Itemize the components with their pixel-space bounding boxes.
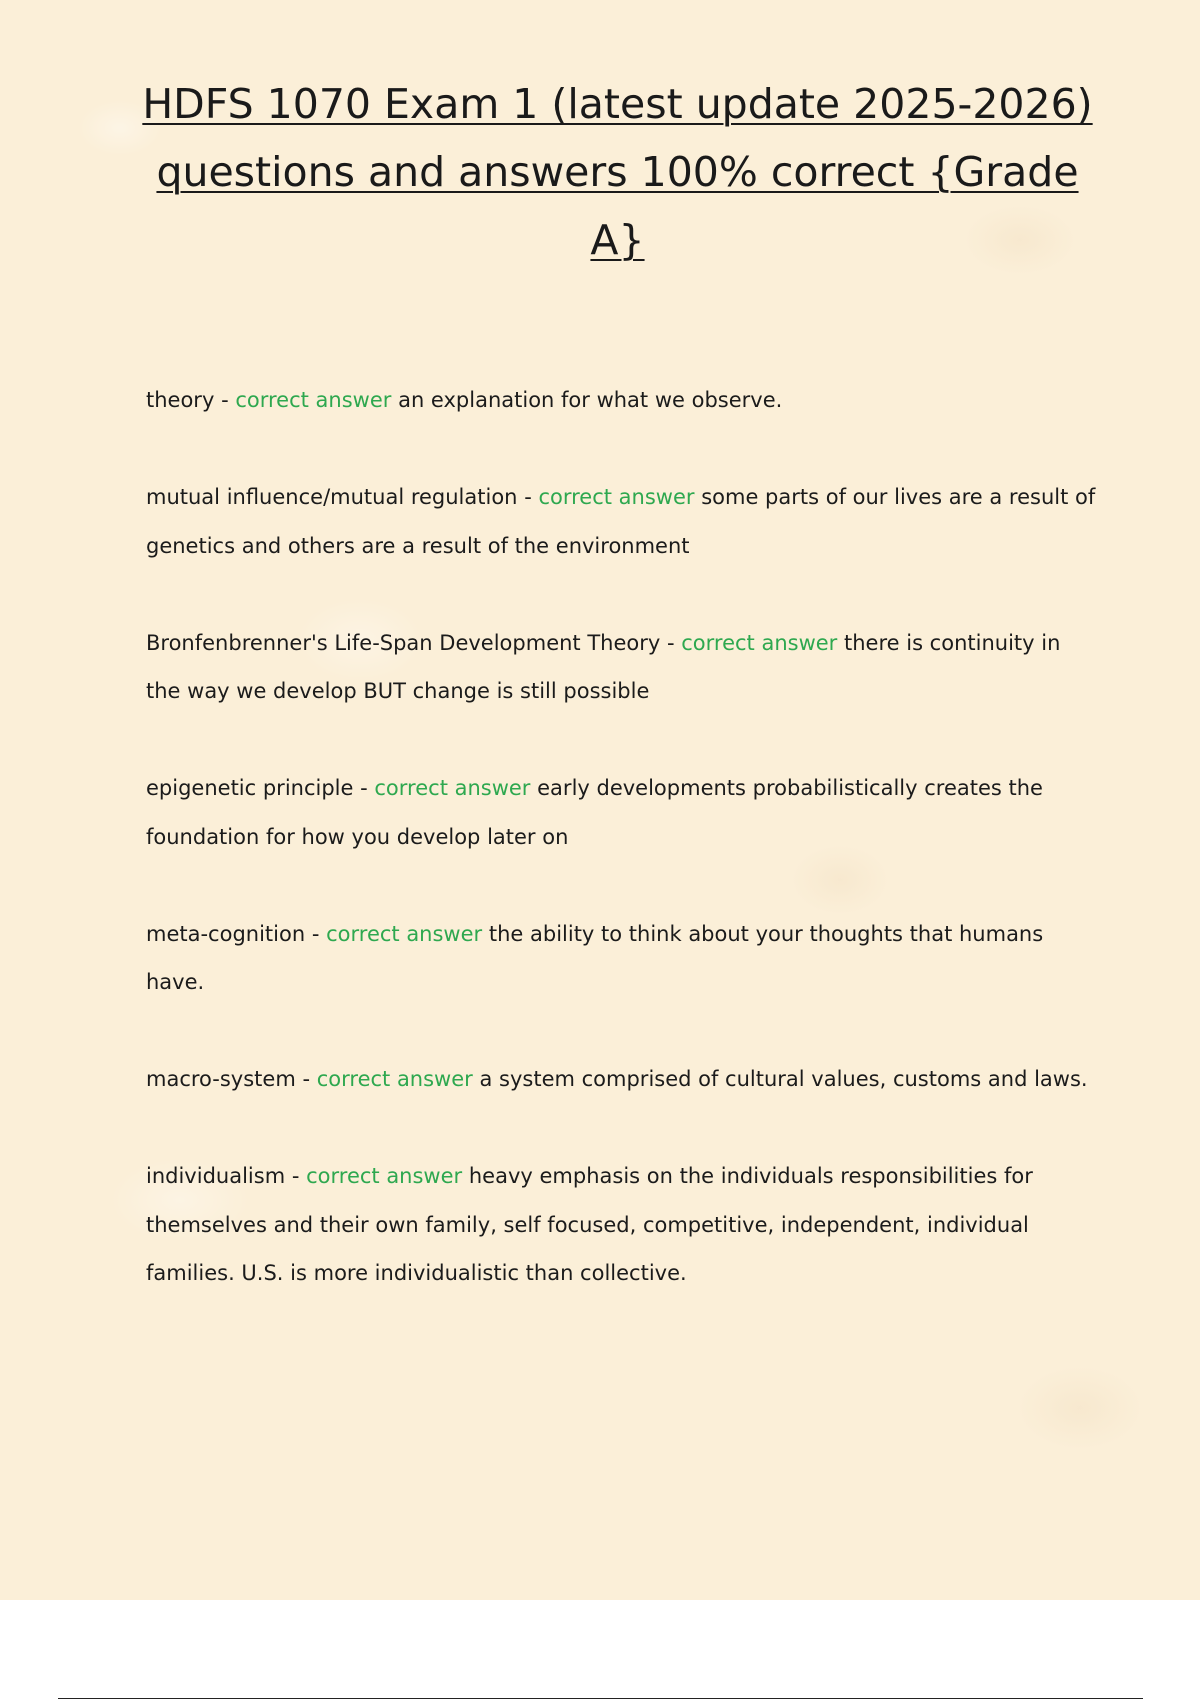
qa-separator: - <box>302 1067 311 1091</box>
qa-item-bronfenbrenner <box>146 619 1096 716</box>
correct-answer-label: correct answer <box>681 630 838 655</box>
qa-term: Bronfenbrenner's Life-Span Development Theory <box>146 630 661 655</box>
qa-term: epigenetic principle <box>146 776 354 800</box>
qa-item-theory <box>146 376 1096 425</box>
qa-term: individualism <box>146 1164 286 1188</box>
qa-separator: - <box>666 630 675 655</box>
qa-separator: - <box>524 485 532 509</box>
qa-term: mutual influence/mutual regulation <box>146 485 518 509</box>
document-title: HDFS 1070 Exam 1 (latest update 2025-2026) questions and answers 100% correct {Grade A} <box>142 80 1093 264</box>
qa-term: theory <box>146 388 215 412</box>
qa-separator: - <box>360 776 368 800</box>
qa-definition: some parts of our lives are a result of genetics and others are a result of the environment <box>146 485 1096 558</box>
qa-separator: - <box>291 1164 300 1188</box>
qa-item-epigenetic-principle <box>146 764 1096 861</box>
qa-term: macro-system <box>146 1067 296 1091</box>
qa-definition: the ability to think about your thoughts that humans have. <box>146 921 1044 994</box>
qa-definition: an explanation for what we observe. <box>398 388 783 412</box>
qa-definition: a system comprised of cultural values, customs and laws. <box>479 1067 1088 1091</box>
qa-item-macro-system <box>146 1055 1096 1104</box>
qa-item-individualism <box>146 1152 1096 1298</box>
qa-definition: early developments probabilistically creates the foundation for how you develop later on <box>146 776 1043 849</box>
correct-answer-label: correct answer <box>316 1067 473 1091</box>
qa-term: meta-cognition <box>146 921 306 946</box>
qa-list <box>146 376 1096 1298</box>
correct-answer-label: correct answer <box>306 1164 463 1188</box>
qa-separator: - <box>311 921 320 946</box>
correct-answer-label: correct answer <box>538 485 695 509</box>
correct-answer-label: correct answer <box>374 776 531 800</box>
qa-definition: heavy emphasis on the individuals responsibilities for themselves and their own family, self focused, competitive, independent, individual families. U.S. is more individualistic than collective. <box>146 1164 1033 1285</box>
correct-answer-label: correct answer <box>326 921 483 946</box>
qa-item-mutual-influence <box>146 473 1096 570</box>
qa-definition: there is continuity in the way we develop BUT change is still possible <box>146 630 1061 703</box>
footer-divider <box>58 1698 1143 1699</box>
qa-separator: - <box>221 388 229 412</box>
correct-answer-label: correct answer <box>235 388 392 412</box>
qa-item-meta-cognition <box>146 910 1096 1007</box>
